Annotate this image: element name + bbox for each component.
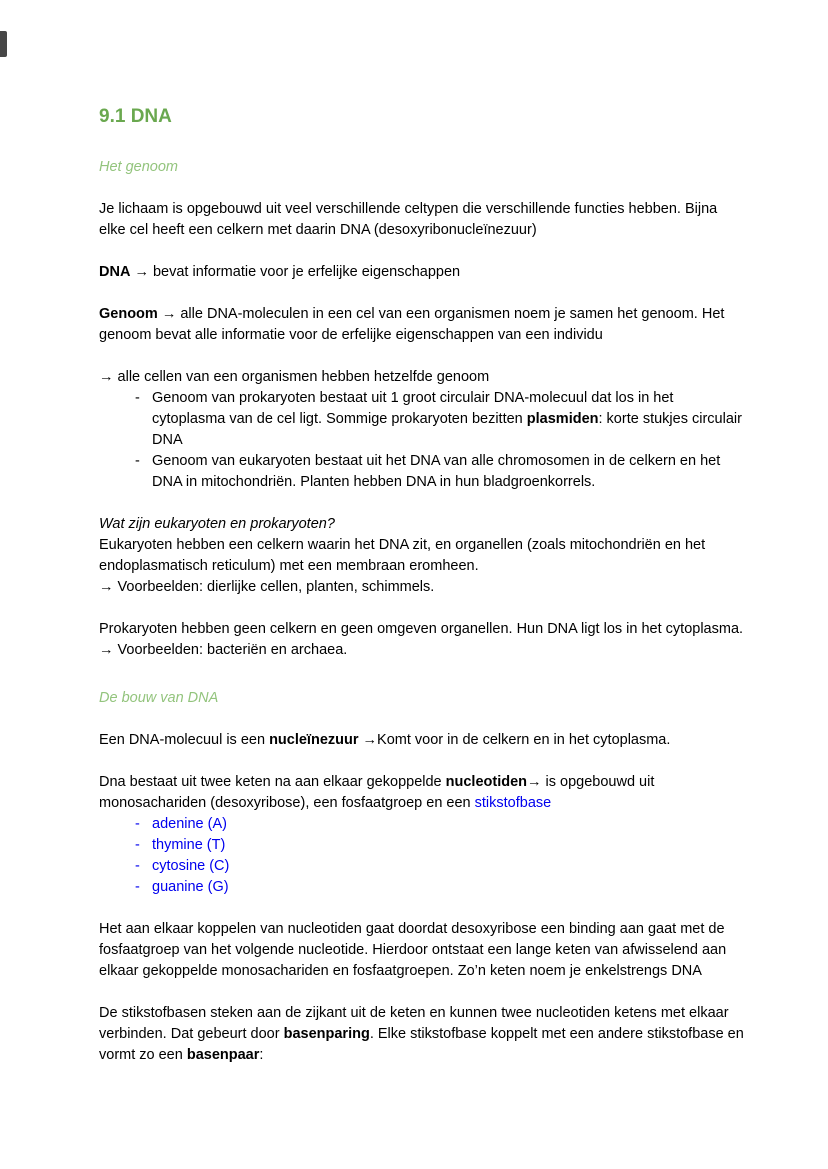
- section-title: [99, 104, 744, 130]
- text-run: → alle DNA-moleculen in een cel van een organismen noem je samen het genoom. Het genoom bevat alle informatie voor de erfelijke eigenschappen van een individu: [99, 306, 725, 343]
- text-run: Het genoom: [99, 159, 178, 175]
- text-run: Je lichaam is opgebouwd uit veel verschillende celtypen die verschillende functies hebben. Bijna elke cel heeft een celkern met daarin DNA (desoxyribonucleïnezuur): [99, 201, 718, 238]
- text-run: nucleïnezuur: [269, 732, 359, 748]
- subsection-title-het-genoom: [99, 157, 744, 178]
- text-run: Genoom: [99, 306, 158, 322]
- text-run: :: [259, 1047, 264, 1063]
- list-item-text: [152, 814, 744, 835]
- text-run: Prokaryoten hebben geen celkern en geen omgeven organellen. Hun DNA ligt los in het cytoplasma.: [99, 621, 744, 637]
- text-run: Genoom van prokaryoten bestaat uit 1 groot circulair DNA-molecuul dat los in het cytoplasma van de cel ligt. Sommige prokaryoten bezitten: [152, 390, 674, 427]
- subsection-title-de-bouw-van-dna: [99, 688, 744, 709]
- document-body: [99, 104, 744, 1066]
- paragraph: [99, 535, 744, 577]
- text-run: Eukaryoten hebben een celkern waarin het DNA zit, en organellen (zoals mitochondriën en het endoplasmatisch reticulum) met een membraan eromheen.: [99, 537, 706, 574]
- bullet-dash: -: [135, 879, 140, 895]
- paragraph: [99, 577, 744, 598]
- paragraph: [99, 199, 744, 241]
- text-run: . Elke stikstofbase koppelt met een andere stikstofbase en vormt zo een: [99, 1026, 744, 1063]
- bullet-dash: -: [135, 858, 140, 874]
- text-run: Genoom van eukaryoten bestaat uit het DNA van alle chromosomen in de celkern en het DNA in mitochondriën. Planten hebben DNA in hun bladgroenkorrels.: [152, 453, 721, 490]
- bullet-dash: -: [135, 390, 140, 406]
- bullet-dash: -: [135, 816, 140, 832]
- text-run: nucleotiden: [445, 774, 528, 790]
- text-run: → is opgebouwd uit monosachariden (desoxyribose), een fosfaatgroep en een: [99, 774, 655, 811]
- text-run: basenpaar: [186, 1047, 260, 1063]
- text-run: plasmiden: [526, 411, 599, 427]
- paragraph: [99, 772, 744, 814]
- text-run: → bevat informatie voor je erfelijke eigenschappen: [130, 264, 461, 280]
- text-run: De stikstofbasen steken aan de zijkant uit de keten en kunnen twee nucleotiden ketens met elkaar verbinden. Dat gebeurt door: [99, 1005, 729, 1042]
- text-run: → Voorbeelden: dierlijke cellen, planten, schimmels.: [99, 579, 435, 595]
- paragraph: [99, 262, 744, 283]
- list-item: [99, 451, 744, 493]
- text-run: guanine (G): [152, 879, 229, 895]
- list-item: [99, 388, 744, 451]
- list-item-text: [152, 877, 744, 898]
- paragraph: [99, 514, 744, 535]
- list-item: [99, 814, 744, 835]
- text-run: De bouw van DNA: [99, 690, 219, 706]
- paragraph: [99, 1003, 744, 1066]
- bullet-dash: -: [135, 453, 140, 469]
- list-item-text: [152, 451, 744, 493]
- list-item: [99, 877, 744, 898]
- text-run: → Voorbeelden: bacteriën en archaea.: [99, 642, 348, 658]
- list-item: [99, 835, 744, 856]
- text-run: →Komt voor in de celkern en in het cytoplasma.: [358, 732, 671, 748]
- paragraph: [99, 304, 744, 346]
- paragraph: [99, 640, 744, 661]
- window-edge-artifact: [0, 31, 7, 57]
- text-run: Wat zijn eukaryoten en prokaryoten?: [99, 516, 335, 532]
- text-run: 9.1 DNA: [99, 106, 172, 127]
- text-run: thymine (T): [152, 837, 226, 853]
- text-run: → alle cellen van een organismen hebben hetzelfde genoom: [99, 369, 490, 385]
- bullet-dash: -: [135, 837, 140, 853]
- text-run: DNA: [99, 264, 131, 280]
- list-item: [99, 856, 744, 877]
- paragraph: [99, 619, 744, 640]
- paragraph: [99, 919, 744, 982]
- text-run: : korte stukjes circulair DNA: [152, 411, 742, 448]
- paragraph: [99, 730, 744, 751]
- text-run: Het aan elkaar koppelen van nucleotiden gaat doordat desoxyribose een binding aan gaat met de fosfaatgroep van het volgende nucleotide. Hierdoor ontstaat een lange keten van afwisselend aan elkaar gekoppelde monosachariden en fosfaatgroepen. Zo’n keten noem je enkelstrengs DNA: [99, 921, 727, 979]
- text-run: stikstofbase: [474, 795, 552, 811]
- list-item-text: [152, 835, 744, 856]
- text-run: Dna bestaat uit twee keten na aan elkaar gekoppelde: [99, 774, 446, 790]
- paragraph: [99, 367, 744, 388]
- text-run: adenine (A): [152, 816, 227, 832]
- list-item-text: [152, 856, 744, 877]
- text-run: basenparing: [283, 1026, 370, 1042]
- list-item-text: [152, 388, 744, 451]
- text-run: Een DNA-molecuul is een: [99, 732, 270, 748]
- text-run: cytosine (C): [152, 858, 230, 874]
